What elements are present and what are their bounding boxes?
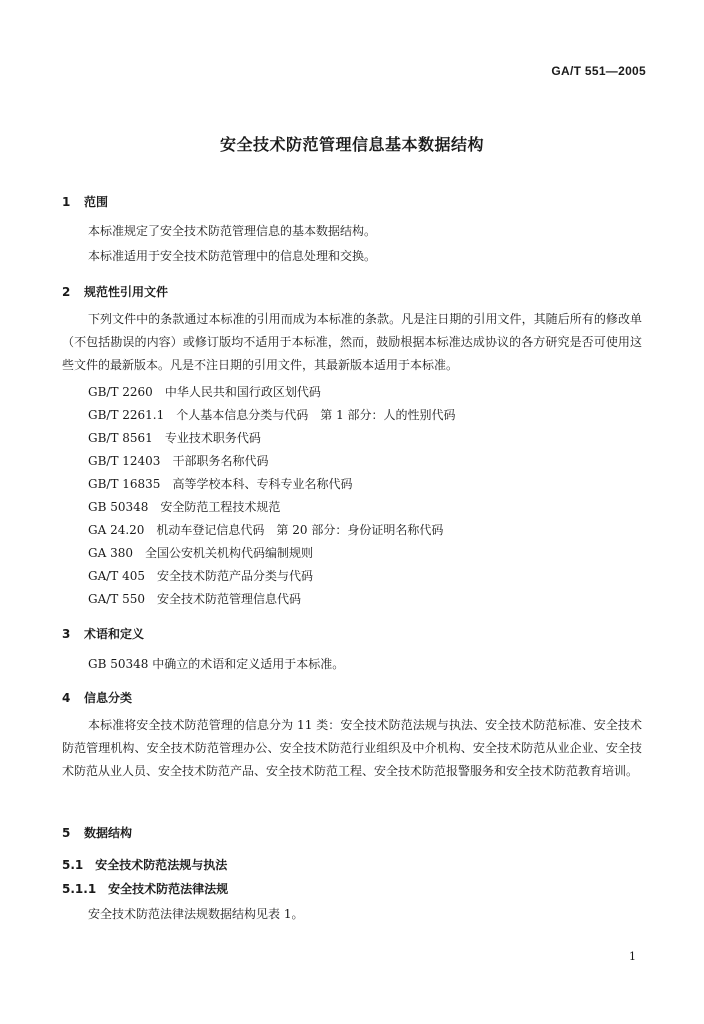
reference-item [88,452,268,469]
references-intro: 下列文件中的条款通过本标准的引用而成为本标准的条款。凡是注日期的引用文件，其随后所有的修改单（不包括勘误的内容）或修订版均不适用于本标准，然而，鼓励根据本标准达成协议的各方研究是否可使用这些文件的最新版本。凡是不注日期的引用文件，其最新版本适用于本标准。 [62,312,642,372]
section-title: 信息分类 [84,691,133,705]
subsection-heading-5-1-1 [62,880,228,897]
reference-item [88,475,352,492]
standard-code: GA/T 551—2005 [551,64,646,78]
subsection-heading-5-1 [62,856,227,873]
terms-text: GB 50348 中确立的术语和定义适用于本标准。 [88,657,345,671]
section-title: 范围 [84,195,109,209]
section-heading-normative-references [62,283,168,300]
reference-name: 高等学校本科、专科专业名称代码 [172,477,353,491]
reference-item [88,429,261,446]
reference-code: GA 24.20 [88,523,145,537]
reference-name: 干部职务名称代码 [172,454,269,468]
section-heading-scope [62,193,108,210]
section-number: 3 [62,627,71,641]
reference-item [88,383,321,400]
subsection-title: 安全技术防范法规与执法 [95,858,228,872]
section-number: 5 [62,826,71,840]
reference-name: 专业技术职务代码 [164,431,261,445]
section-heading-info-classification [62,689,132,706]
reference-code: GA/T 550 [88,592,146,606]
section-title: 数据结构 [84,826,133,840]
reference-code: GB/T 8561 [88,431,153,445]
reference-item [88,590,301,607]
reference-item [88,521,443,538]
reference-code: GA 380 [88,546,133,560]
data-structure-text: 安全技术防范法律法规数据结构见表 1。 [88,907,304,921]
subsection-number: 5.1.1 [62,882,97,896]
reference-name: 中华人民共和国行政区划代码 [164,385,321,399]
reference-code: GB/T 2261.1 [88,408,165,422]
reference-name: 个人基本信息分类与代码 第 1 部分：人的性别代码 [176,408,456,422]
scope-line-1: 本标准规定了安全技术防范管理信息的基本数据结构。 [88,224,377,238]
section-number: 1 [62,195,71,209]
reference-name: 安全技术防范管理信息代码 [157,592,302,606]
reference-code: GB 50348 [88,500,149,514]
reference-code: GB/T 2260 [88,385,153,399]
reference-name: 全国公安机关机构代码编制规则 [144,546,313,560]
section-number: 2 [62,285,71,299]
reference-item [88,498,280,515]
reference-item [88,567,313,584]
section-heading-terms [62,625,144,642]
subsection-number: 5.1 [62,858,84,872]
reference-code: GB/T 16835 [88,477,161,491]
scope-line-2: 本标准适用于安全技术防范管理中的信息处理和交换。 [88,249,377,263]
section-heading-data-structure [62,824,132,841]
section-number: 4 [62,691,71,705]
reference-item [88,406,456,423]
reference-name: 机动车登记信息代码 第 20 部分：身份证明名称代码 [156,523,444,537]
section-title: 术语和定义 [84,627,145,641]
section-title: 规范性引用文件 [84,285,169,299]
document-title: 安全技术防范管理信息基本数据结构 [219,135,484,154]
reference-code: GB/T 12403 [88,454,161,468]
reference-code: GA/T 405 [88,569,146,583]
reference-name: 安全防范工程技术规范 [160,500,281,514]
classification-text: 本标准将安全技术防范管理的信息分为 11 类：安全技术防范法规与执法、安全技术防范标准、安全技术防范管理机构、安全技术防范管理办公、安全技术防范行业组织及中介机构、安全技术防范从业企业、安全技术防范从业人员、安全技术防范产品、安全技术防范工程、安全技术防范报警服务和安全技术防范教育培训。 [62,718,642,778]
reference-item [88,544,313,561]
subsection-title: 安全技术防范法律法规 [108,882,229,896]
reference-name: 安全技术防范产品分类与代码 [157,569,314,583]
page-number: 1 [629,950,636,963]
